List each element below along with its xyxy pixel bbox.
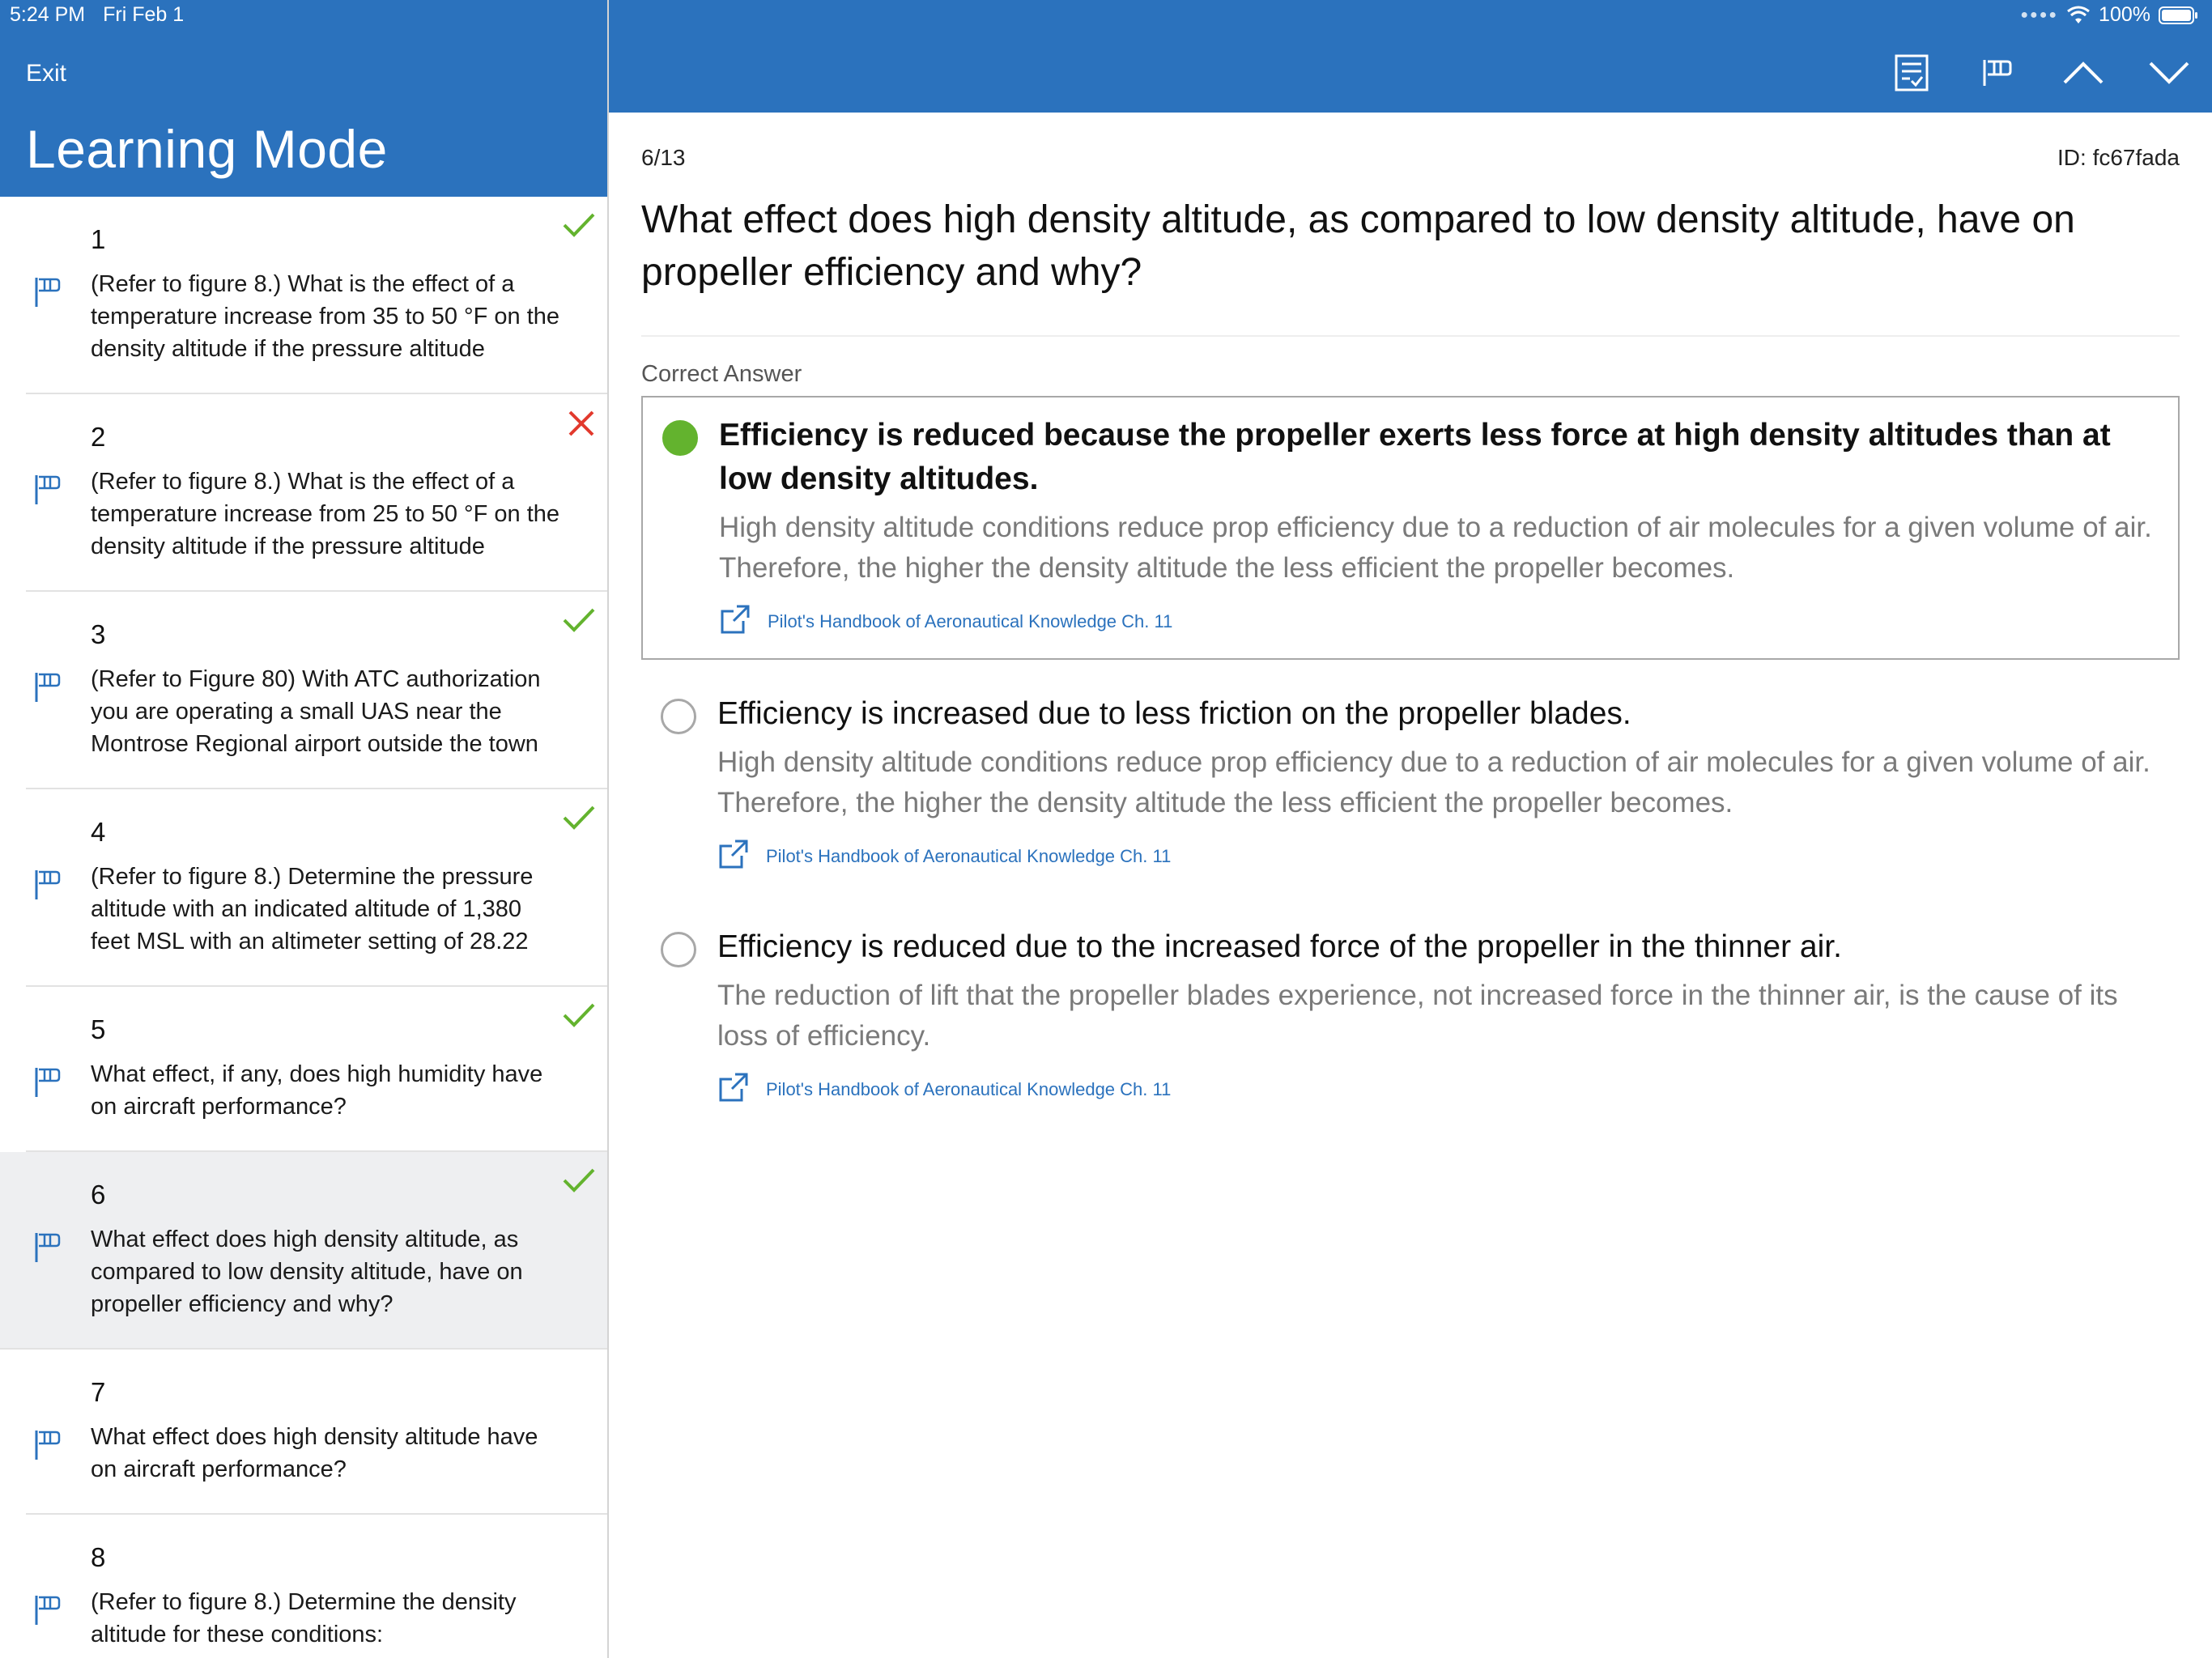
answer-option-correct[interactable] [641,396,2180,660]
question-list [0,197,607,1658]
flag-icon[interactable] [34,869,62,905]
external-link-icon [717,1071,750,1108]
question-preview: (Refer to figure 8.) What is the effect of a temperature increase from 25 to 50 °F on the density altitude if the pressure altitude [91,469,560,559]
reference-text[interactable]: Pilot's Handbook of Aeronautical Knowledge Ch. 11 [768,611,1173,631]
question-list-item[interactable] [26,987,607,1152]
reference-link[interactable] [717,1071,2168,1108]
question-preview: What effect, if any, does high humidity have on aircraft performance? [91,1061,543,1120]
question-list-item[interactable] [26,1515,607,1658]
question-preview: (Refer to figure 8.) Determine the pressure altitude with an indicated altitude of 1,380 feet MSL with an altimeter setting of 28.22 [91,864,534,954]
status-date: Fri Feb 1 [103,3,185,26]
question-list-item[interactable] [26,394,607,592]
question-preview: (Refer to Figure 80) With ATC authorization you are operating a small UAS near the Montrose Regional airport outside the town [91,666,541,757]
answer-option[interactable] [641,676,2180,893]
radio-button[interactable] [661,932,696,967]
flag-icon[interactable] [34,1594,62,1630]
question-text: What effect does high density altitude, as compared to low density altitude, have on propeller efficiency and why? [641,198,2075,294]
flag-icon[interactable] [34,1231,62,1268]
reference-text[interactable]: Pilot's Handbook of Aeronautical Knowledge Ch. 11 [766,1079,1172,1099]
status-bar-right [2020,3,2199,27]
flag-icon[interactable] [34,1429,62,1465]
flag-icon[interactable] [34,474,62,510]
correct-check-icon [562,211,596,243]
question-number: 7 [91,1377,106,1407]
checklist-icon [1894,53,1929,92]
reference-link[interactable] [719,603,2167,640]
wifi-icon [2066,6,2091,25]
answer-title: Efficiency is increased due to less friction on the propeller blades. [717,696,1631,731]
reference-link[interactable] [717,838,2168,875]
previous-question-button[interactable] [2040,49,2126,97]
question-list-item[interactable] [26,592,607,789]
next-question-button[interactable] [2126,49,2212,97]
answer-list [641,396,2180,1126]
status-bar-left [10,3,184,27]
answer-title: Efficiency is reduced because the propeller exerts less force at high density altitudes than at low density altitudes. [719,418,2111,496]
exit-button[interactable]: Exit [26,60,67,87]
question-number: 1 [91,224,106,254]
status-time: 5:24 PM [10,3,86,26]
question-number: 8 [91,1542,106,1572]
chevron-up-icon [2062,61,2104,85]
reference-text[interactable]: Pilot's Handbook of Aeronautical Knowledge Ch. 11 [766,846,1172,866]
incorrect-x-icon [567,409,596,442]
question-preview: What effect does high density altitude have on aircraft performance? [91,1424,538,1482]
correct-check-icon [562,804,596,835]
battery-icon [2159,6,2199,25]
battery-percent: 100% [2099,3,2150,26]
answer-explanation: The reduction of lift that the propeller blades experience, not increased force in the thinner air, is the cause of its loss of efficiency. [717,980,2118,1052]
answer-title: Efficiency is reduced due to the increased force of the propeller in the thinner air. [717,929,1842,964]
question-id: ID: fc67fada [2057,145,2180,170]
flag-icon[interactable] [34,671,62,708]
external-link-icon [719,603,751,640]
answer-explanation: High density altitude conditions reduce prop efficiency due to a reduction of air molecules for a given volume of air. Therefore, the higher the density altitude the less efficient the propeller becomes. [719,512,2152,584]
question-preview: What effect does high density altitude, as compared to low density altitude, have on propeller efficiency and why? [91,1226,523,1317]
question-preview: (Refer to figure 8.) Determine the density altitude for these conditions: [91,1589,517,1647]
question-number: 5 [91,1014,106,1044]
question-number: 4 [91,817,106,847]
question-list-item[interactable] [26,1350,607,1515]
answer-explanation: High density altitude conditions reduce prop efficiency due to a reduction of air molecules for a given volume of air. Therefore, the higher the density altitude the less efficient the propeller becomes. [717,746,2150,818]
radio-button[interactable] [661,699,696,734]
question-number: 3 [91,619,106,649]
toolbar [1869,49,2212,97]
question-number: 2 [91,422,106,452]
question-number: 6 [91,1180,106,1209]
correct-check-icon [562,606,596,638]
external-link-icon [717,838,750,875]
question-list-item[interactable] [0,1152,607,1350]
signal-icon: ●●●● [2020,7,2059,22]
flag-button[interactable] [1955,49,2040,97]
pane-divider [607,0,609,1658]
correct-answer-label: Correct Answer [641,361,802,387]
flag-icon[interactable] [34,276,62,312]
answer-option[interactable] [641,909,2180,1126]
radio-selected[interactable] [662,420,698,456]
question-detail [641,113,2180,1126]
question-list-item[interactable] [26,197,607,394]
correct-check-icon [562,1167,596,1198]
correct-check-icon [562,1001,596,1033]
question-counter: 6/13 [641,145,686,170]
mode-title: Learning Mode [26,119,388,179]
checklist-button[interactable] [1869,49,1955,97]
question-preview: (Refer to figure 8.) What is the effect of a temperature increase from 35 to 50 °F on the density altitude if the pressure altitude [91,271,560,362]
chevron-down-icon [2148,61,2190,85]
flag-icon [1981,58,2014,87]
divider [641,335,2180,337]
meta-row [641,145,2180,193]
question-list-item[interactable] [26,789,607,987]
flag-icon[interactable] [34,1066,62,1103]
